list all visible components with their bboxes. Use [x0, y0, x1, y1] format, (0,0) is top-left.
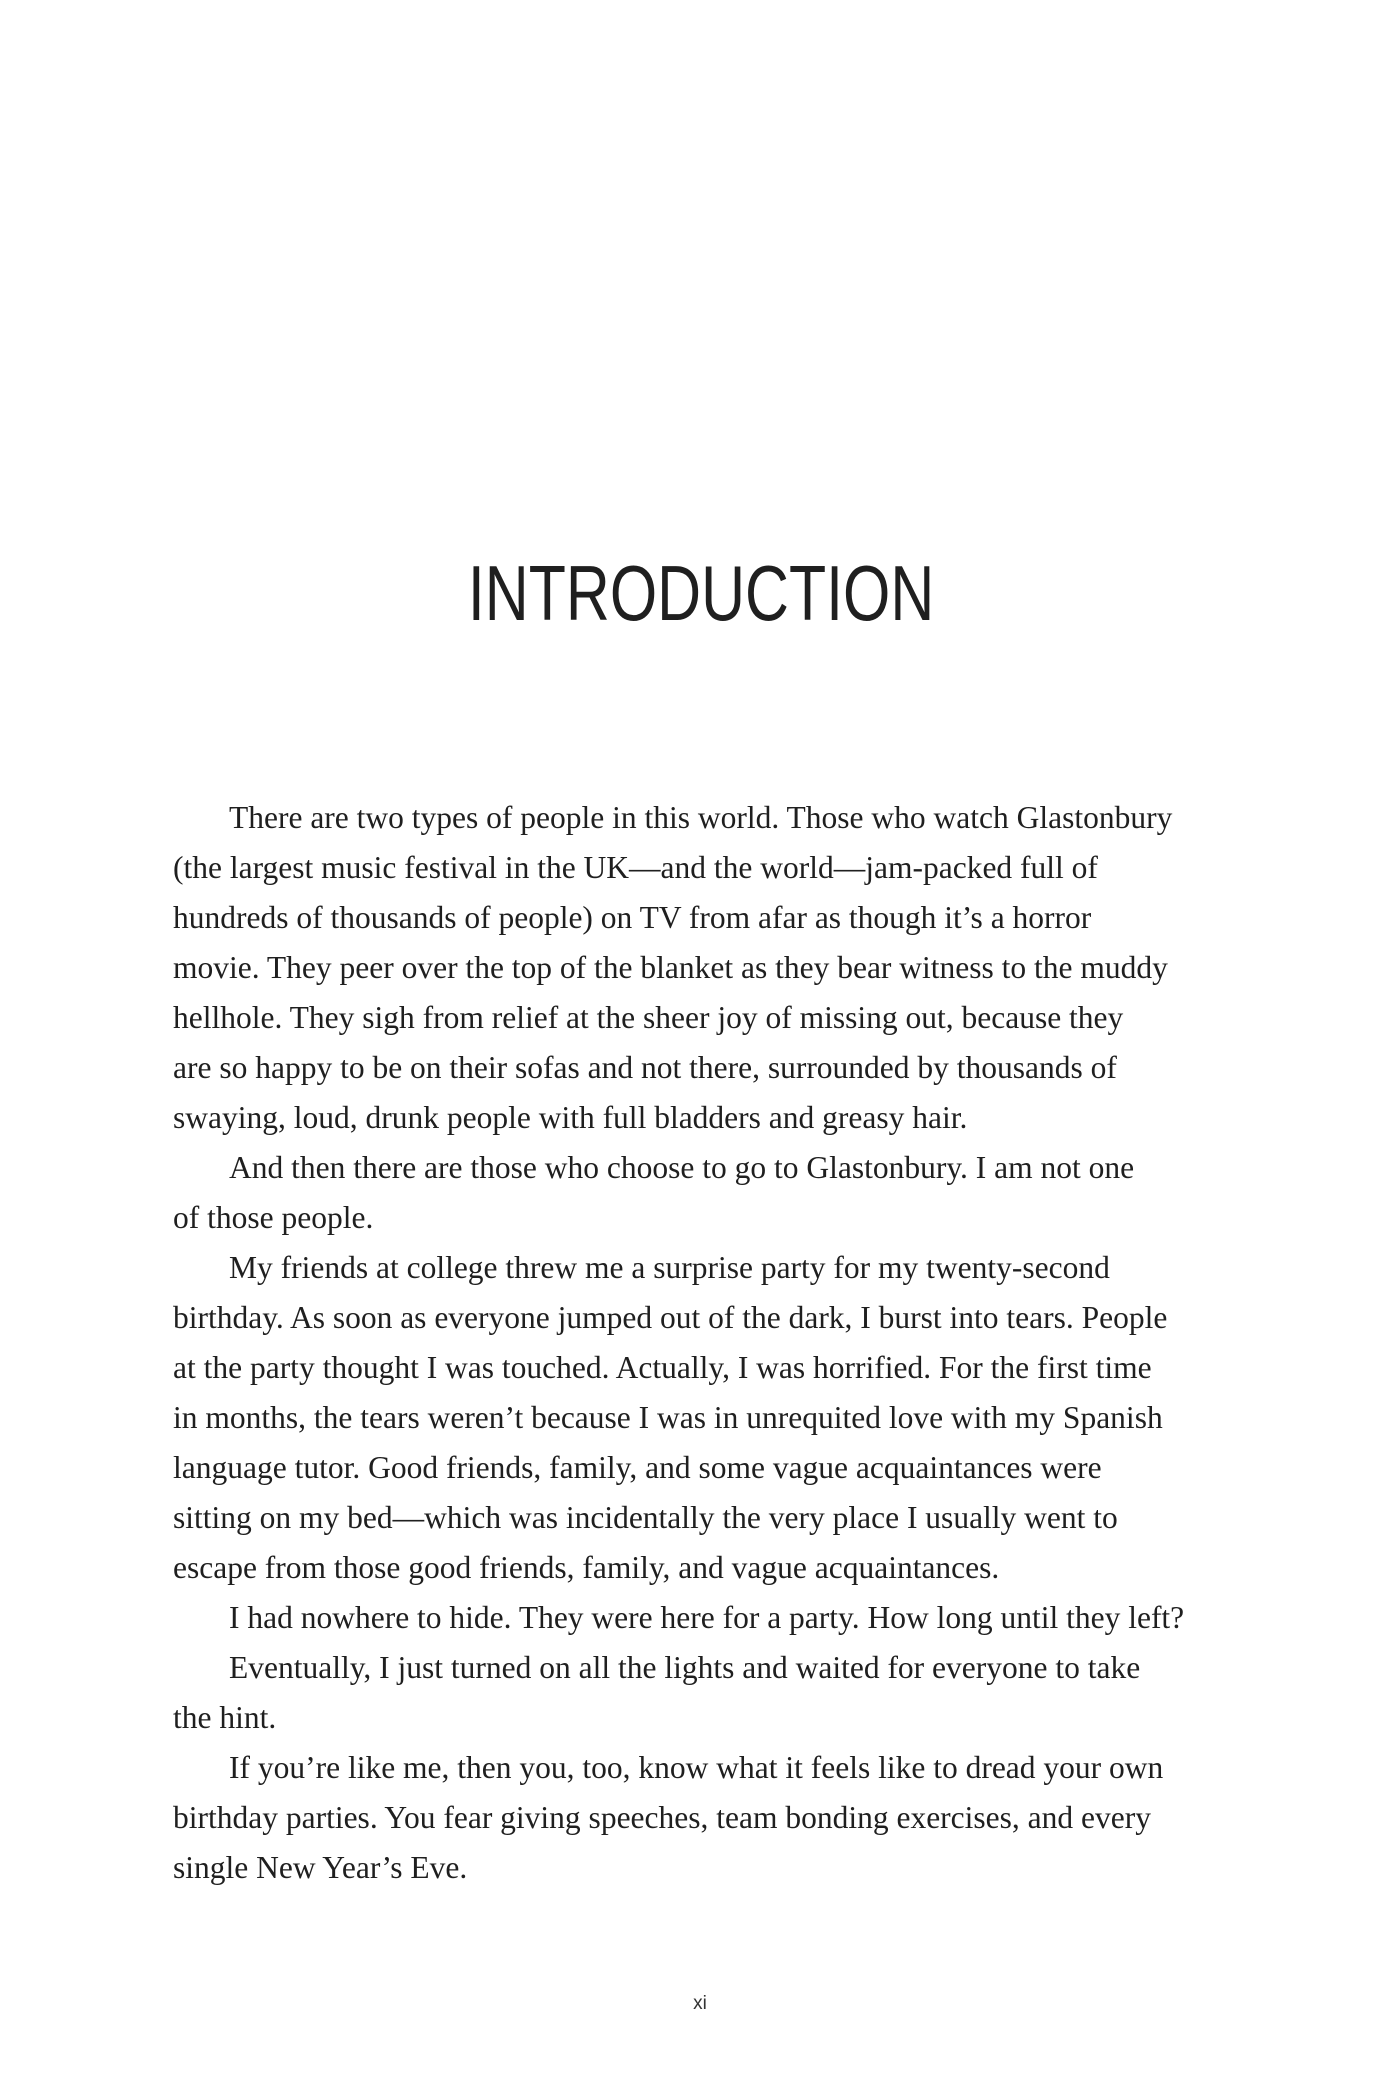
paragraph-3-line-1: My friends at college threw me a surprise party for my twenty-second — [229, 1250, 1110, 1285]
paragraph-6-line-3: single New Year’s Eve. — [173, 1850, 468, 1885]
paragraph-3-line-6: sitting on my bed—which was incidentally the very place I usually went to — [173, 1500, 1118, 1535]
paragraph-1-line-1: There are two types of people in this world. Those who watch Glastonbury — [229, 800, 1173, 835]
paragraph-1-line-3: hundreds of thousands of people) on TV from afar as though it’s a horror — [173, 900, 1092, 935]
paragraph-1-line-6: are so happy to be on their sofas and not there, surrounded by thousands of — [173, 1050, 1117, 1085]
paragraph-5-line-1: Eventually, I just turned on all the lights and waited for everyone to take — [229, 1650, 1141, 1685]
paragraph-3-line-4: in months, the tears weren’t because I was in unrequited love with my Spanish — [173, 1400, 1163, 1435]
paragraph-1-line-4: movie. They peer over the top of the blanket as they bear witness to the muddy — [173, 950, 1168, 985]
paragraph-5-line-2: the hint. — [173, 1700, 277, 1735]
paragraph-3-line-7: escape from those good friends, family, and vague acquaintances. — [173, 1550, 1000, 1585]
paragraph-4-line-1: I had nowhere to hide. They were here for a party. How long until they left? — [229, 1600, 1185, 1635]
paragraph-2-line-1: And then there are those who choose to go to Glastonbury. I am not one — [229, 1150, 1135, 1185]
paragraph-1-line-5: hellhole. They sigh from relief at the sheer joy of missing out, because they — [173, 1000, 1124, 1035]
paragraph-3-line-5: language tutor. Good friends, family, and some vague acquaintances were — [173, 1450, 1102, 1485]
paragraph-3-line-2: birthday. As soon as everyone jumped out of the dark, I burst into tears. People — [173, 1300, 1168, 1335]
page-number: xi — [693, 1993, 707, 2014]
paragraph-1-line-7: swaying, loud, drunk people with full bladders and greasy hair. — [173, 1100, 968, 1135]
paragraph-2-line-2: of those people. — [173, 1200, 374, 1235]
paragraph-3-line-3: at the party thought I was touched. Actually, I was horrified. For the first time — [173, 1350, 1152, 1385]
body-text — [173, 793, 1253, 1893]
paragraph-1-line-2: (the largest music festival in the UK—and the world—jam-packed full of — [173, 850, 1098, 885]
paragraph-6-line-2: birthday parties. You fear giving speeches, team bonding exercises, and every — [173, 1800, 1151, 1835]
paragraph-6-line-1: If you’re like me, then you, too, know what it feels like to dread your own — [229, 1750, 1164, 1785]
chapter-title: INTRODUCTION — [467, 549, 935, 637]
